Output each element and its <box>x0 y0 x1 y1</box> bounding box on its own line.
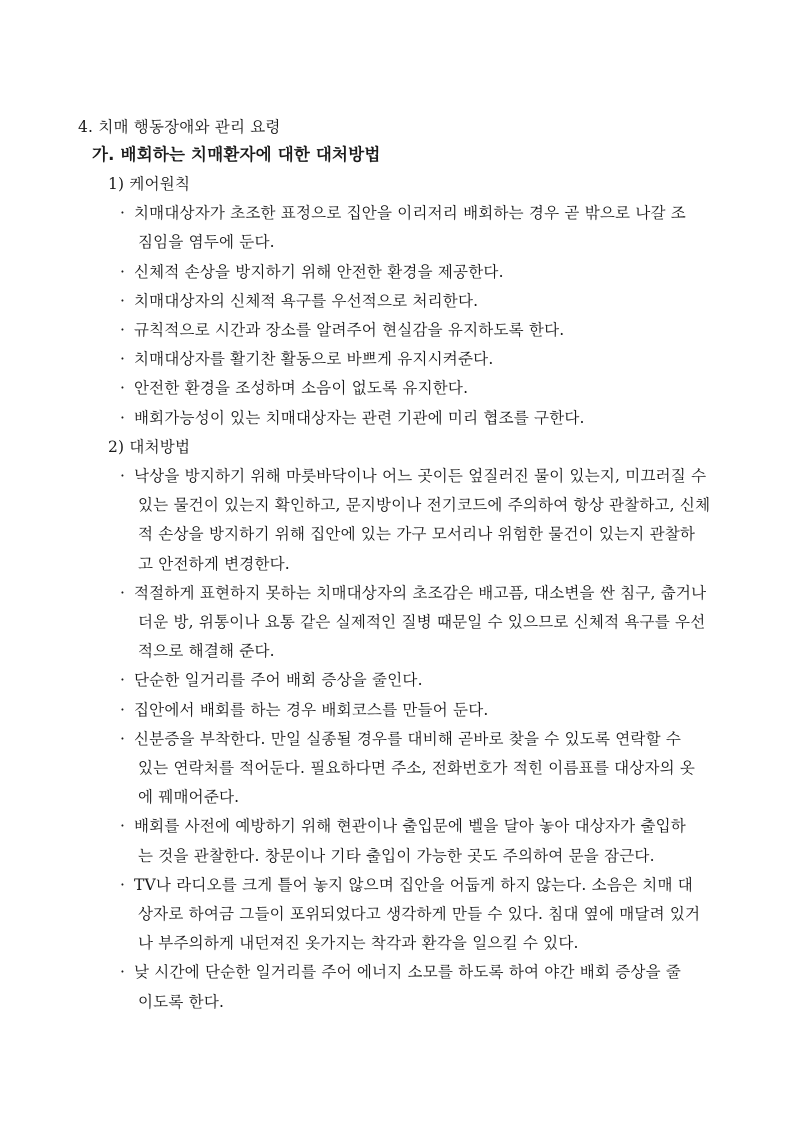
bullet-text: 규칙적으로 시간과 장소를 알려주어 현실감을 유지하도록 한다. <box>134 321 565 339</box>
bullet-item <box>120 466 706 486</box>
bullet-dot-icon: · <box>120 729 126 748</box>
bullet-continuation: 에 꿰매어준다. <box>138 788 240 807</box>
bullet-item <box>120 583 706 603</box>
bullet-continuation: 나 부주의하게 내던져진 옷가지는 착각과 환각을 일으킬 수 있다. <box>138 934 579 953</box>
bullet-text: 배회가능성이 있는 치매대상자는 관련 기관에 미리 협조를 구한다. <box>134 408 585 427</box>
bullet-text: 단순한 일거리를 주어 배회 증상을 줄인다. <box>134 671 423 690</box>
bullet-text: 치매대상자의 신체적 욕구를 우선적으로 처리한다. <box>134 291 479 310</box>
bullet-continuation: 적 손상을 방지하기 위해 집안에 있는 가구 모서리나 위험한 물건이 있는지 관찰하 <box>138 525 696 544</box>
bullet-dot-icon: · <box>120 408 126 427</box>
bullet-text: 낙상을 방지하기 위해 마룻바닥이나 어느 곳이든 엎질러진 물이 있는지, 미끄러질 수 <box>134 467 707 485</box>
bullet-continuation: 짐임을 염두에 둔다. <box>138 233 275 252</box>
care-principles-heading: 1) 케어원칙 <box>108 175 191 193</box>
bullet-text: 적절하게 표현하지 못하는 치매대상자의 초조감은 배고픔, 대소변을 싼 침구, 춥거나 <box>134 583 707 602</box>
bullet-item <box>120 875 693 895</box>
bullet-dot-icon: · <box>120 204 126 223</box>
bullet-continuation: 는 것을 관찰한다. 창문이나 기타 출입이 가능한 곳도 주의하여 문을 잠근다. <box>138 846 655 865</box>
bullet-item <box>120 378 468 398</box>
bullet-continuation: 있는 물건이 있는지 확인하고, 문지방이나 전기코드에 주의하여 항상 관찰하고, 신체 <box>138 496 711 515</box>
bullet-item <box>120 291 478 311</box>
bullet-dot-icon: · <box>120 321 126 339</box>
bullet-dot-icon: · <box>120 350 126 369</box>
bullet-continuation: 고 안전하게 변경한다. <box>138 554 290 573</box>
bullet-dot-icon: · <box>120 467 126 485</box>
coping-methods-heading: 2) 대처방법 <box>108 437 191 456</box>
bullet-dot-icon: · <box>120 583 126 602</box>
bullet-dot-icon: · <box>120 817 126 836</box>
bullet-text: 신체적 손상을 방지하기 위해 안전한 환경을 제공한다. <box>134 262 504 281</box>
bullet-item <box>120 670 423 690</box>
bullet-text: 신분증을 부착한다. 만일 실종될 경우를 대비해 곧바로 찾을 수 있도록 연락할 수 <box>134 729 682 748</box>
bullet-item <box>120 408 585 428</box>
bullet-dot-icon: · <box>120 963 126 982</box>
bullet-item <box>120 320 564 340</box>
bullet-text: TV나 라디오를 크게 틀어 놓지 않으며 집안을 어둡게 하지 않는다. 소음은 치매 대 <box>134 875 693 894</box>
bullet-text: 낮 시간에 단순한 일거리를 주어 에너지 소모를 하도록 하여 야간 배회 증상을 줄 <box>134 963 682 982</box>
bullet-item <box>120 816 686 836</box>
bullet-continuation: 더운 방, 위통이나 요통 같은 실제적인 질병 때문일 수 있으므로 신체적 욕구를 우선 <box>138 613 706 631</box>
bullet-item <box>120 349 493 369</box>
bullet-text: 안전한 환경을 조성하며 소음이 없도록 유지한다. <box>134 379 469 398</box>
bullet-text: 배회를 사전에 예방하기 위해 현관이나 출입문에 벨을 달아 놓아 대상자가 출입하 <box>134 817 686 836</box>
bullet-continuation: 상자로 하여금 그들이 포위되었다고 생각하게 만들 수 있다. 침대 옆에 매달려 있거 <box>138 905 701 923</box>
bullet-continuation: 있는 연락처를 적어둔다. 필요하다면 주소, 전화번호가 적힌 이름표를 대상자의 옷 <box>138 759 696 777</box>
bullet-dot-icon: · <box>120 262 126 281</box>
bullet-dot-icon: · <box>120 700 126 719</box>
bullet-item <box>120 203 686 223</box>
section-title: 4. 치매 행동장애와 관리 요령 <box>78 118 281 136</box>
bullet-item <box>120 962 681 982</box>
bullet-dot-icon: · <box>120 379 126 398</box>
bullet-text: 치매대상자를 활기찬 활동으로 바쁘게 유지시켜준다. <box>134 350 494 369</box>
bullet-dot-icon: · <box>120 671 126 690</box>
bullet-item <box>120 729 681 749</box>
subsection-title: 가. 배회하는 치매환자에 대한 대처방법 <box>92 145 381 164</box>
bullet-item <box>120 700 489 720</box>
bullet-continuation: 적으로 해결해 준다. <box>138 642 275 661</box>
bullet-dot-icon: · <box>120 875 126 894</box>
bullet-text: 치매대상자가 초조한 표정으로 집안을 이리저리 배회하는 경우 곧 밖으로 나갈 조 <box>134 204 686 223</box>
bullet-text: 집안에서 배회를 하는 경우 배회코스를 만들어 둔다. <box>134 700 489 719</box>
bullet-dot-icon: · <box>120 291 126 310</box>
bullet-item <box>120 262 504 282</box>
bullet-continuation: 이도록 한다. <box>138 992 225 1011</box>
